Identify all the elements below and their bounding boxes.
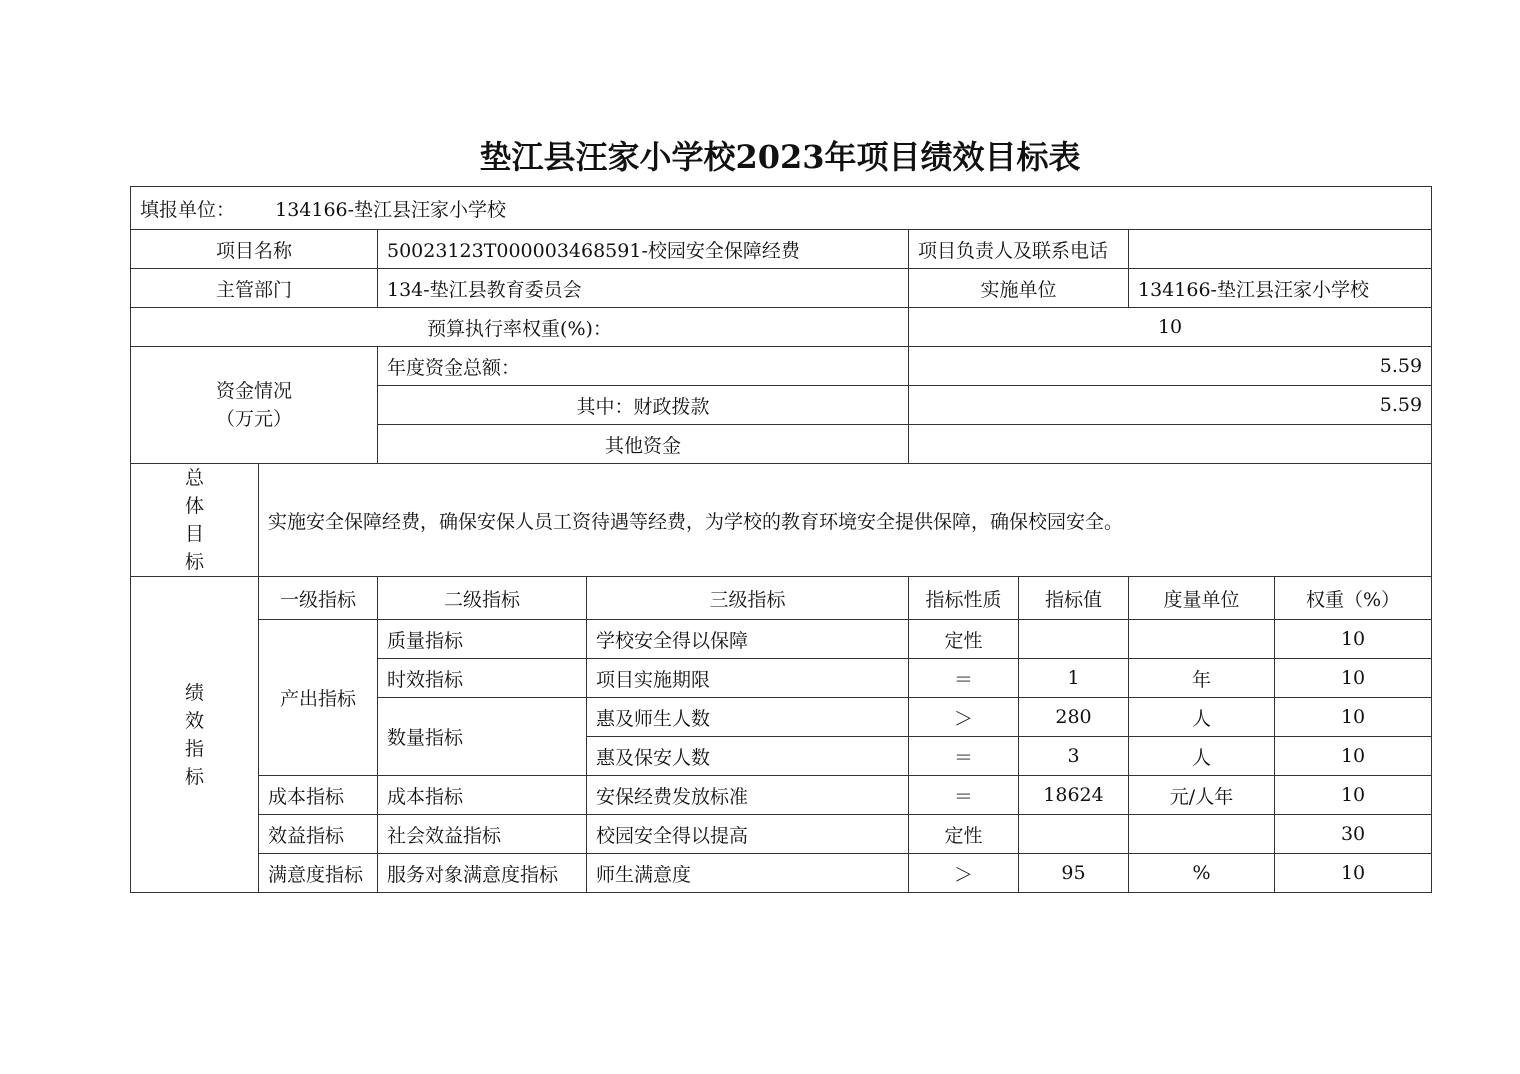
nature-cell: 定性 [909,620,1019,659]
reporting-unit-label: 填报单位： [140,198,236,221]
unit-cell: 年 [1129,659,1275,698]
funds-total-value: 5.59 [909,347,1432,386]
funds-fiscal-label: 其中：财政拨款 [378,386,909,425]
column-header: 三级指标 [587,577,909,620]
level2-cell: 社会效益指标 [378,815,587,854]
level1-cell: 成本指标 [259,776,378,815]
nature-cell: ＝ [909,737,1019,776]
funds-other-label: 其他资金 [378,425,909,464]
column-header: 度量单位 [1129,577,1275,620]
funds-label-line1: 资金情况 [215,380,292,402]
funds-fiscal-value: 5.59 [909,386,1432,425]
level2-cell: 质量指标 [378,620,587,659]
budget-weight-label: 预算执行率权重(%)： [131,308,909,347]
indicators-label-char: 标 [184,765,204,788]
value-cell [1019,620,1129,659]
weight-cell: 10 [1275,659,1432,698]
reporting-unit-value: 134166-垫江县汪家小学校 [275,198,507,221]
level1-cell: 满意度指标 [259,854,378,893]
value-cell [1019,815,1129,854]
performance-goal-table [130,186,1432,893]
indicators-label-char: 指 [184,737,204,760]
column-header: 指标值 [1019,577,1129,620]
weight-cell: 10 [1275,854,1432,893]
indicators-label [131,577,259,893]
funds-total-label: 年度资金总额： [378,347,909,386]
level1-cell: 效益指标 [259,815,378,854]
level3-cell: 惠及师生人数 [587,698,909,737]
column-header: 权重（%） [1275,577,1432,620]
project-name-value: 50023123T000003468591-校园安全保障经费 [378,230,909,269]
unit-cell [1129,815,1275,854]
value-cell: 1 [1019,659,1129,698]
page-title: 垫江县汪家小学校2023年项目绩效目标表 [479,138,1081,176]
level2-cell: 成本指标 [378,776,587,815]
weight-cell: 10 [1275,776,1432,815]
goal-label-char: 体 [184,495,204,517]
level3-cell: 惠及保安人数 [587,737,909,776]
level2-cell: 数量指标 [378,698,587,776]
column-header: 指标性质 [909,577,1019,620]
nature-cell: 定性 [909,815,1019,854]
column-header: 二级指标 [378,577,587,620]
level3-cell: 校园安全得以提高 [587,815,909,854]
unit-cell: 人 [1129,698,1275,737]
level1-cell: 产出指标 [259,620,378,776]
goal-label-char: 标 [184,551,204,573]
unit-cell: 元/人年 [1129,776,1275,815]
level3-cell: 项目实施期限 [587,659,909,698]
funds-label [131,347,378,464]
table-row [131,776,1432,815]
table-row [131,815,1432,854]
goal-label-char: 总 [184,467,204,489]
unit-cell [1129,620,1275,659]
contact-label: 项目负责人及联系电话 [909,230,1129,269]
value-cell: 280 [1019,698,1129,737]
unit-cell: 人 [1129,737,1275,776]
contact-value [1129,230,1432,269]
level2-cell: 时效指标 [378,659,587,698]
funds-other-value [909,425,1432,464]
nature-cell: ＞ [909,854,1019,893]
dept-label: 主管部门 [131,269,378,308]
level2-cell: 服务对象满意度指标 [378,854,587,893]
column-header: 一级指标 [259,577,378,620]
project-name-label: 项目名称 [131,230,378,269]
level3-cell: 学校安全得以保障 [587,620,909,659]
value-cell: 95 [1019,854,1129,893]
value-cell: 18624 [1019,776,1129,815]
overall-goal-text: 实施安全保障经费，确保安保人员工资待遇等经费，为学校的教育环境安全提供保障，确保校园安全。 [259,464,1432,577]
value-cell: 3 [1019,737,1129,776]
weight-cell: 10 [1275,737,1432,776]
level3-cell: 安保经费发放标准 [587,776,909,815]
nature-cell: ＞ [909,698,1019,737]
indicators-label-char: 效 [184,709,204,732]
overall-goal-label [131,464,259,577]
nature-cell: ＝ [909,776,1019,815]
indicators-label-char: 绩 [184,681,204,704]
unit-cell: % [1129,854,1275,893]
weight-cell: 30 [1275,815,1432,854]
dept-value: 134-垫江县教育委员会 [378,269,909,308]
budget-weight-value: 10 [909,308,1432,347]
table-row [131,620,1432,659]
weight-cell: 10 [1275,620,1432,659]
goal-label-char: 目 [184,523,204,545]
funds-label-line2: （万元） [215,408,292,430]
nature-cell: ＝ [909,659,1019,698]
table-row [131,854,1432,893]
impl-unit-label: 实施单位 [909,269,1129,308]
impl-unit-value: 134166-垫江县汪家小学校 [1129,269,1432,308]
weight-cell: 10 [1275,698,1432,737]
reporting-unit-cell [131,187,1432,230]
level3-cell: 师生满意度 [587,854,909,893]
